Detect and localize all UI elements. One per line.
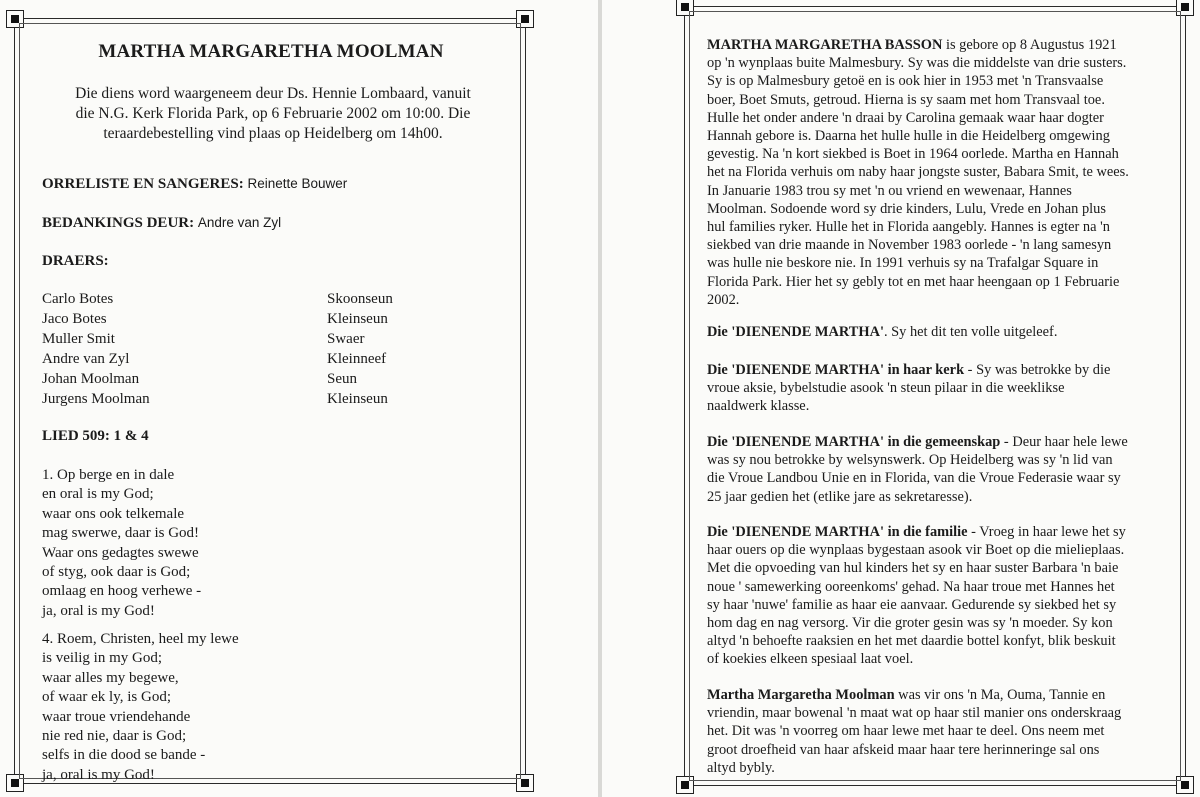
verse-line: mag swerwe, daar is God! [42,525,200,542]
organist-label: ORRELISTE EN SANGERES: [42,176,244,192]
intro-line: Die diens word waargeneem deur Ds. Hennie Lombaard, vanuit [75,85,471,102]
list-item [42,289,442,309]
verse-line: of styg, ook daar is God; [42,564,191,581]
bearer-name: Muller Smit [42,331,115,347]
corner-ornament-icon [516,10,534,28]
list-item [42,329,442,349]
closing-paragraph: Martha Margaretha Moolman was vir ons 'n Ma, Ouma, Tannie en vriendin, maar bowenal 'n maat wat op haar stil manier ons onderskraag het. Dit was 'n voorreg om haar lewe met haar te deel. Ons neem met groot droefheid van haar afskeid maar haar tere herinneringe sal ons altyd bybly. [707,687,1122,776]
organist-value: Reinette Bouwer [247,176,348,191]
church-paragraph: Die 'DIENENDE MARTHA' in haar kerk - Sy was betrokke by die vroue aksie, bybelstudie asook 'n steun pilaar in die weeklikse naaldwerk klasse. [707,362,1111,415]
verse-line: is veilig in my God; [42,650,162,667]
corner-ornament-icon [676,776,694,794]
family-paragraph: Die 'DIENENDE MARTHA' in die familie - Vroeg in haar lewe het sy haar ouers op die wynplaas bygestaan asook vir Boet op die mielieplaas. Met die opvoeding van hul kinders het sy en haar suster Barbara 'n baie noue ' samewerking ooreenkoms' gehad. Na haar troue met Hannes het sy haar 'nuwe' familie as haar eie aanvaar. Gedurende sy siekbed het sy hom dag en nag versorg. Vir die groter gesin was sy 'n moeder. Sy kon altyd 'n behoefte raaksien en het met daardie bottel konfyt, blik beskuit of koekies elkeen spesiaal laat voel. [707,524,1126,668]
bearer-relation: Kleinseun [327,391,388,407]
left-page [0,0,598,797]
verse-line: waar ons ook telkemale [42,505,185,522]
community-paragraph: Die 'DIENENDE MARTHA' in die gemeenskap - Deur haar hele lewe was sy nou betrokke by welsynswerk. Op Heidelberg was sy 'n lid van die Vroue Landbou Unie en in Florida, van die Vroue Federasie waar sy 25 jaar gedien het (etlike jare as sekretaresse). [707,434,1128,505]
bearer-name: Carlo Botes [42,291,114,307]
organist-row [42,176,347,193]
verse-line: nie red nie, daar is God; [42,728,187,745]
hymn-verse-1 [42,466,201,621]
serving-martha-paragraph: Die 'DIENENDE MARTHA'. Sy het dit ten volle uitgeleef. [707,324,1058,340]
verse-line: ja, oral is my God! [42,602,155,619]
list-item [42,349,442,369]
verse-line: selfs in die dood se bande - [42,747,206,764]
thanks-row [42,215,281,232]
bearer-name: Jaco Botes [42,311,107,327]
verse-line: omlaag en hoog verhewe - [42,583,202,600]
verse-line: ja, oral is my God! [42,766,155,783]
verse-line: waar troue vriendehande [42,708,191,725]
intro-line: teraardebestelling vind plaas op Heidelberg om 14h00. [103,125,443,142]
bearer-relation: Swaer [327,331,365,347]
biography-name: MARTHA MARGARETHA BASSON [707,37,943,53]
corner-ornament-icon [6,774,24,792]
hymn-verse-4 [42,630,239,785]
bearers-heading: DRAERS: [42,253,109,269]
verse-line: waar alles my begewe, [42,669,179,686]
verse-line: 1. Op berge en in dale [42,467,175,483]
bearer-relation: Skoonseun [327,291,393,307]
bearer-name: Andre van Zyl [42,351,130,367]
corner-ornament-icon [516,774,534,792]
corner-ornament-icon [676,0,694,16]
bearer-name: Jurgens Moolman [42,391,150,407]
bearer-relation: Kleinneef [327,351,387,367]
biography-paragraph: MARTHA MARGARETHA BASSON is gebore op 8 Augustus 1921 op 'n wynplaas buite Malmesbury. Sy was die middelste van drie susters. Sy is op Malmesbury getoë en is ook hier in 1953 met 'n Transvaalse boer, Boet Smuts, getroud. Hierna is sy saam met hom Transvaal toe. Hulle het onder andere 'n draai by Carolina gemaak waar haar dogter Hannah gebore is. Daarna het hulle hulle in die Heidelberg omgewing gevestig. Na 'n kort siekbed is Boet in 1964 oorlede. Martha en Hannah het na Florida verhuis om naby haar jongste suster, Babara Smit, te wees. In Januarie 1983 trou sy met 'n ou vriend en wewenaar, Hannes Moolman. Sodoende word sy drie kinders, Lulu, Vrede en Johan plus hul families ryker. Hulle het in Florida aangebly. Hannes is egter na 'n siekbed van drie maande in November 1983 oorlede - 'n lang samesyn was hulle nie beskore nie. In 1991 verhuis sy na Trafalgar Square in Florida Park. Hier het sy gebly tot en met haar heengaan op 1 Februarie 2002. [707,37,1129,308]
corner-ornament-icon [1176,776,1194,794]
corner-ornament-icon [1176,0,1194,16]
service-intro [44,84,502,144]
bearers-list [42,289,442,409]
corner-ornament-icon [6,10,24,28]
verse-line: Waar ons gedagtes swewe [42,544,199,561]
list-item [42,369,442,389]
thanks-value: Andre van Zyl [197,215,282,230]
verse-line: en oral is my God; [42,486,154,503]
intro-line: die N.G. Kerk Florida Park, op 6 Februarie 2002 om 10:00. Die [75,105,471,122]
verse-line: 4. Roem, Christen, heel my lewe [42,631,239,647]
bearer-relation: Seun [327,371,357,387]
verse-line: of waar ek ly, is God; [42,689,171,706]
thanks-label: BEDANKINGS DEUR: [42,215,195,231]
bearer-relation: Kleinseun [327,311,388,327]
page-title: MARTHA MARGARETHA MOOLMAN [98,41,444,62]
bearer-name: Johan Moolman [42,371,140,387]
list-item [42,389,442,409]
hymn-heading: LIED 509: 1 & 4 [42,428,149,444]
list-item [42,309,442,329]
